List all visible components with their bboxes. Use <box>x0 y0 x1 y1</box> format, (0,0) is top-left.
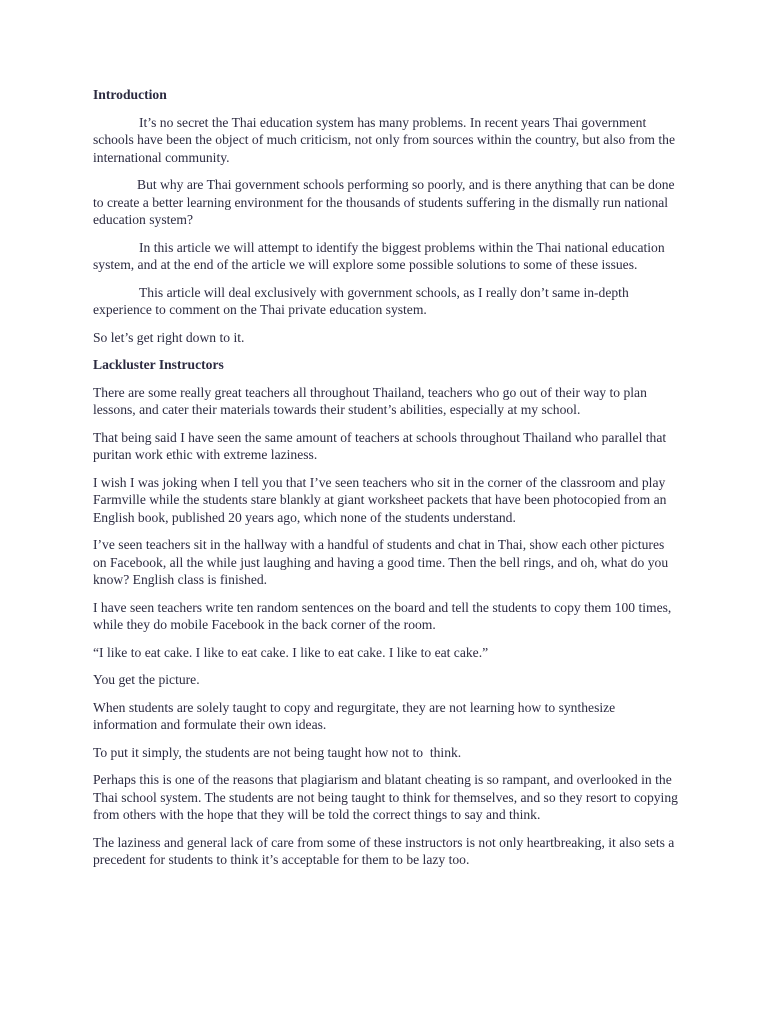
paragraph: In this article we will attempt to identify the biggest problems within the Thai national education system, and at the end of the article we will explore some possible solutions to some of these issues. <box>93 239 665 272</box>
paragraph: I’ve seen teachers sit in the hallway with a handful of students and chat in Thai, show each other pictures on Facebook, all the while just laughing and having a good time. Then the bell rings, and oh, what do you know? English class is finished. <box>93 537 669 587</box>
paragraph: So let’s get right down to it. <box>93 329 245 345</box>
section-heading-lackluster-instructors: Lackluster Instructors <box>93 357 224 372</box>
paragraph: The laziness and general lack of care from some of these instructors is not only heartbreaking, it also sets a precedent for students to think it’s acceptable for them to be lazy too. <box>93 834 675 867</box>
paragraph: I wish I was joking when I tell you that I’ve seen teachers who sit in the corner of the classroom and play Farmville while the students stare blankly at giant worksheet packets that have been photocopied from an English book, published 20 years ago, which none of the students understand. <box>93 474 667 525</box>
paragraph: That being said I have seen the same amount of teachers at schools throughout Thailand who parallel that puritan work ethic with extreme laziness. <box>93 429 667 462</box>
paragraph: You get the picture. <box>93 672 200 687</box>
paragraph: There are some really great teachers all throughout Thailand, teachers who go out of their way to plan lessons, and cater their materials towards their student’s abilities, especially at my school. <box>93 384 647 417</box>
paragraph: I have seen teachers write ten random sentences on the board and tell the students to copy them 100 times, while they do mobile Facebook in the back corner of the room. <box>93 599 672 632</box>
paragraph: This article will deal exclusively with government schools, as I really don’t same in-depth experience to comment on the Thai private education system. <box>93 284 629 317</box>
paragraph: To put it simply, the students are not being taught how not to think. <box>93 744 462 760</box>
paragraph: When students are solely taught to copy and regurgitate, they are not learning how to synthesize information and formulate their own ideas. <box>93 699 616 732</box>
paragraph: It’s no secret the Thai education system has many problems. In recent years Thai government schools have been the object of much criticism, not only from sources within the country, but also from the international community. <box>93 114 676 165</box>
paragraph: But why are Thai government schools performing so poorly, and is there anything that can be done to create a better learning environment for the thousands of students suffering in the dismally run national education system? <box>93 177 675 227</box>
section-heading-introduction: Introduction <box>93 87 167 102</box>
quote-paragraph: “I like to eat cake. I like to eat cake. I like to eat cake. I like to eat cake.” <box>93 644 489 660</box>
paragraph: Perhaps this is one of the reasons that plagiarism and blatant cheating is so rampant, and overlooked in the Thai school system. The students are not being taught to think for themselves, and so they resort to copying from others with the hope that they will be told the correct things to say and think. <box>93 772 678 822</box>
document-page <box>93 82 678 879</box>
